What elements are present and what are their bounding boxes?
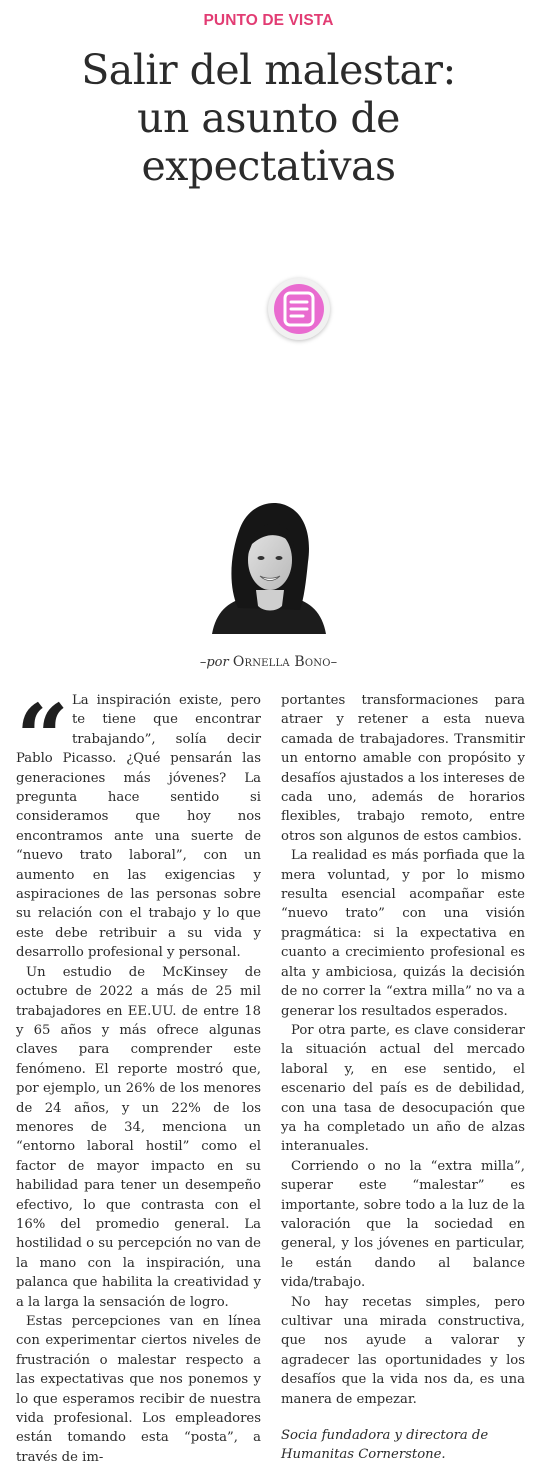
article-column-left: [16, 684, 261, 1467]
author-portrait: [208, 494, 330, 634]
author-name: Ornella Bono: [232, 654, 331, 670]
quote-icon: “: [16, 684, 59, 792]
author-signoff: Socia fundadora y directora de Humanitas Cornerstone.: [281, 1428, 489, 1463]
byline-suffix: –: [330, 655, 338, 670]
paragraph-3-start: Estas percepciones van en línea con experimentar ciertos niveles de frustración o malestar respecto a las expectativas que nos ponemos y lo que esperamos recibir de nuestra vida profesional. Los empleadores están tomando esta “posta”, a través de im-: [16, 1314, 261, 1465]
paragraph-2: Un estudio de McKinsey de octubre de 2022 a más de 25 mil trabajadores en EE.UU. de entre 18 y 65 años y más ofrece algunas claves para comprender este fenómeno. El reporte mostró que, por ejemplo, un 26% de los menores de 24 años, y un 22% de los menores de 34, menciona un “entorno laboral hostil” como el factor de mayor impacto en su habilidad para tener un desempeño efectivo, lo que contrasta con el 16% del promedio general. La hostilidad o su percepción no van de la mano con la inspiración, una palanca que habilita la creatividad y a la larga la sensación de logro.: [16, 964, 261, 1310]
headline-line-3: expectativas: [141, 142, 396, 190]
paragraph-4: La realidad es más porfiada que la mera voluntad, y por lo mismo resulta esencial acompañar este “nuevo trato” con una visión pragmática: si la expectativa en cuanto a crecimiento profesional es alta y ambiciosa, quizás la decisión de no correr la “extra milla” no va a generar los resultados esperados.: [281, 848, 525, 1019]
headline: [0, 46, 537, 190]
paragraph-5: Por otra parte, es clave considerar la situación actual del mercado laboral y, en ese sentido, el escenario del país es de debilidad, con una tasa de desocupación que ya ha completado un año de alzas interanuales.: [281, 1022, 525, 1155]
article-column-right: [281, 691, 525, 1465]
paragraph-6: Corriendo o no la “extra milla”, superar este “malestar” es importante, sobre todo a la luz de la valoración que la sociedad en general, y los jóvenes en particular, le están dando al balance vida/trabajo.: [281, 1158, 525, 1291]
byline-prefix: –por: [199, 655, 233, 670]
headline-line-2: un asunto de: [137, 94, 400, 142]
byline: [0, 654, 537, 670]
headline-line-1: Salir del malestar:: [81, 46, 456, 94]
section-label: PUNTO DE VISTA: [203, 12, 334, 29]
paragraph-3-end: portantes transformaciones para atraer y retener a esta nueva camada de trabajadores. Transmitir un entorno amable con propósito y desafíos ajustados a los intereses de cada uno, además de horarios flexibles, trabajo remoto, entre otros son algunos de estos cambios.: [281, 693, 525, 844]
paragraph-7: No hay recetas simples, pero cultivar una mirada constructiva, que nos ayude a valorar y agradecer las oportunidades y los desafíos que la vida nos da, es una manera de empezar.: [281, 1294, 525, 1407]
paragraph-1: La inspiración existe, pero te tiene que encontrar trabajando”, solía decir Pablo Picasso. ¿Qué pensarán las generaciones más jóvenes? La pregunta hace sentido si consideramos que hoy nos encontramos ante una suerte de “nuevo trato laboral”, con un aumento en las exigencias y aspiraciones de las personas sobre su relación con el trabajo y lo que este debe retribuir a su vida y desarrollo profesional y personal.: [16, 693, 261, 961]
document-icon: [268, 278, 330, 340]
